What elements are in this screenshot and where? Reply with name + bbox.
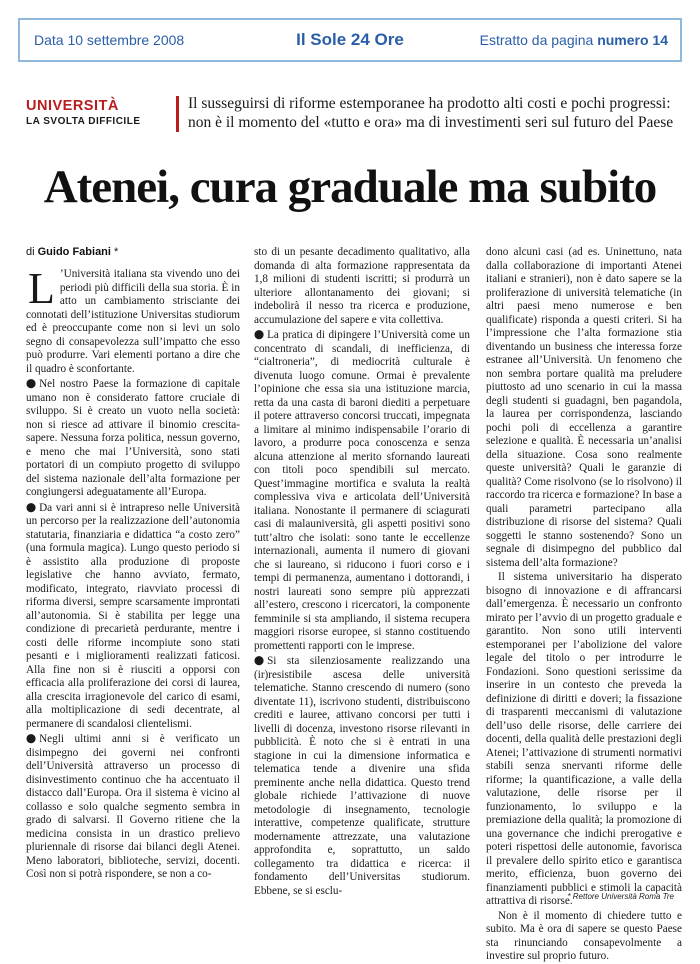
byline-marker: * bbox=[114, 246, 119, 258]
newspaper-name: Il Sole 24 Ore bbox=[296, 30, 404, 49]
drop-cap: L bbox=[28, 264, 55, 313]
article-kicker: Il susseguirsi di riforme estemporanee ha prodotto alti costi e pochi progressi: non è il momento del «tutto e ora» ma di investimenti seri sul futuro del Paese bbox=[188, 95, 674, 131]
kicker-divider bbox=[176, 96, 179, 132]
bullet-icon: ⬤ bbox=[254, 655, 265, 665]
publication-date: Data 10 settembre 2008 bbox=[34, 32, 185, 48]
paragraph: ⬤ Da vari anni si è intrapreso nelle Università un percorso per la realizzazione dell’autonomia statutaria, finanziaria e didattica “a costo zero” (una formula magica). Lungo questo periodo si è assistito alla produzione di proposte legislative che hanno avviato, fermato, modificato, integrato, riavviato processi di riforma diversi, sempre scarsamente improntati all’autonomia. Si è stabilita per legge una condizione di precarietà perdurante, mentre i costi delle riforme incompiute sono stati pesanti e i miglioramenti realizzati faticosi. Alla fine non si è riusciti a opporsi con efficacia alla proliferazione dei corsi di laurea, alla crescita irragionevole del carico di esami, alla moltiplicazione di sedi decentrate, al permanere di scandalosi clientelismi. bbox=[26, 501, 240, 730]
article-column-2 bbox=[254, 246, 470, 898]
clipping-header bbox=[18, 18, 682, 62]
byline-author: Guido Fabiani bbox=[37, 246, 111, 258]
paragraph: L ’Università italiana sta vivendo uno dei periodi più difficili della sua storia. È in atto un cambiamento strisciante dei connotati dell’istituzione Universitas studiorum ed è preoccupante come non si levi un solo segno di consapevolezza sull’impatto che esso può produrre. Vari elementi portano a dire che il quadro è sconfortante. bbox=[26, 264, 240, 375]
paragraph: ⬤ Si sta silenziosamente realizzando una (ir)resistibile ascesa delle università telematiche. Stanno crescendo di numero (sono diventate 11), iscrivono studenti, distribuiscono crediti e lauree, attivano concorsi per tutti i livelli di docenza, investono risorse rilevanti in pubblicità. È noto che si è entrati in una stagione in cui la dimensione informatica e telematica tende a divenire una sfida preminente anche nella didattica. Questo trend globale richiede l’attivazione di nuove metodologie di insegnamento, tecnologie interattive, competenze qualificate, strutture modernamente attrezzate, una valutazione approfondita e, soprattutto, un saldo collegamento tra didattica e ricerca: il fondamento dell’Universitas studiorum. Ebbene, se si esclu- bbox=[254, 655, 470, 897]
author-footnote: * Rettore Università Roma Tre bbox=[567, 892, 674, 901]
extract-label: Estratto da pagina bbox=[479, 32, 594, 48]
bullet-icon: ⬤ bbox=[254, 329, 265, 339]
article-column-3 bbox=[486, 246, 682, 964]
paragraph: sto di un pesante decadimento qualitativo, alla domanda di alta formazione rappresentata da 1,8 milioni di studenti iscritti; si produrrà un ulteriore allontanamento dei giovani; si indebolirà il nesso tra ricerca e produzione, accumulazione del sapere e vita collettiva. bbox=[254, 246, 470, 326]
paragraph: dono alcuni casi (ad es. Uninettuno, nata dalla collaborazione di importanti Atenei italiani e stranieri), non è dato sapere se la proliferazione di università telematiche (in altri paesi meno numerose e ben qualificate) risponda a questi criteri. Si ha l’impressione che l’alta formazione stia diventando un business che interessa forze estranee all’Università. Un fenomeno che non sembra portare qualità ma preludere piuttosto ad uno scenario in cui la massa degli studenti si guadagni, ben pagandola, la laurea per corrispondenza, lasciando pochi poli di eccellenza a garantire selezione e qualità. È necessaria un’analisi della situazione. Cosa sono realmente queste università? Quali le garanzie di qualità? Come risolvono (se lo risolvono) il raccordo tra ricerca e formazione? In base a quali parametri partecipano alla distribuzione di risorse del sistema? Quali soggetti le stanno sostenendo? Sono un segnale di disimpegno del pubblico dal sistema dell’alta formazione? bbox=[486, 246, 682, 569]
paragraph: Il sistema universitario ha disperato bisogno di innovazione e di affrancarsi dall’emergenza. È necessario un confronto mirato per l’avvio di un progetto graduale e garantito. Non sono utili interventi estemporanei per l’abolizione del valore legale del titolo o per introdurre le Fondazioni. Sono questioni serissime da inserire in un contesto che preveda la definizione di diritti e doveri; la fissazione di trasparenti meccanismi di valutazione dell’uso delle risorse, delle carriere dei docenti, della qualità delle prestazioni degli Atenei; l’attivazione di strumenti normativi stabili senza snervanti riforme delle riforme; la quantificazione, a valle della valutazione, delle risorse per il funzionamento, lo sviluppo e la premiazione della qualità; la promozione di una governance che indichi prerogative e poteri rispettosi delle autonomie, favorisca il prevalere dello spirito etico e garantisca merito, efficienza, buon governo dei finanziamenti pubblici e stimoli la capacità attrattiva di risorse. bbox=[486, 571, 682, 907]
article-column-1 bbox=[26, 264, 240, 882]
article-headline: Atenei, cura graduale ma subito bbox=[43, 161, 657, 213]
section-title: UNIVERSITÀ bbox=[26, 98, 119, 114]
paragraph: Non è il momento di chiedere tutto e subito. Ma è ora di sapere se questo Paese sta rinunciando consapevolmente a investire sul proprio futuro. bbox=[486, 909, 682, 962]
page-extract bbox=[480, 32, 668, 48]
bullet-icon: ⬤ bbox=[26, 733, 37, 743]
paragraph: ⬤ Negli ultimi anni si è verificato un disimpegno dei governi nei confronti dell’Università attraverso un processo di disinvestimento continuo che ha accentuato il distacco dall’Europa. Ora il sistema è vicino al collasso e solo qualche segmento sembra in grado di salvarsi. Il Governo ritiene che la medicina consista in un drastico prelievo pluriennale di risorse dai bilanci degli Atenei. Meno laboratori, biblioteche, servizi, docenti. Così non si potrà rispondere, se non a co- bbox=[26, 733, 240, 880]
section-label bbox=[26, 98, 176, 127]
bullet-icon: ⬤ bbox=[26, 378, 37, 388]
byline bbox=[26, 246, 118, 258]
section-subtitle: LA SVOLTA DIFFICILE bbox=[26, 116, 141, 127]
byline-prefix: di bbox=[26, 246, 35, 258]
bullet-icon: ⬤ bbox=[26, 501, 37, 512]
paragraph: ⬤ Nel nostro Paese la formazione di capitale umano non è considerato fattore cruciale di sviluppo. Si è creato un vuoto nella società: non si riesce ad attivare il binomio crescita-sapere. Nessuna forza politica, nessun governo, e meno che mai l’Università, sono stati portatori di un compiuto progetto di sviluppo del sistema nazionale dell’alta formazione per congiungersi adeguatamente all’Europa. bbox=[26, 378, 240, 498]
paragraph: ⬤ La pratica di dipingere l’Università come un concentrato di scandali, di inefficienza, di “cialtroneria”, di mediocrità culturale è divenuta luogo comune. Ormai è prevalente l’opinione che essa sia una istituzione marcia, retta da una casta di baroni diediti a perpetuare il potere attraverso concorsi truccati, impegnata a limitare al minimo indispensabile l’orario di lavoro, a produrre poca conoscenza e senza alcuna attenzione al merito sfornando laureati con titoli poco spendibili sul mercato. Quest’immagine mortifica e svaluta la realtà complessiva viva e articolata dell’Università italiana. Nonostante il permanere di sciagurati casi di malauniversità, gli aspetti positivi sono tutt’altro che isolati: sono tante le eccellenze internazionali, aumenta il numero di giovani che si laureano, si riducono i fuori corso e i tempi di permanenza, aumentano i dottorandi, i nostri laureati sono sempre più apprezzati all’estero, crescono i ricercatori, la componente femminile si sta ampliando, il sistema recupera maggiori risorse europee, si stanno costituendo promettenti rapporti con le imprese. bbox=[254, 329, 470, 652]
extract-number: numero 14 bbox=[597, 32, 668, 48]
